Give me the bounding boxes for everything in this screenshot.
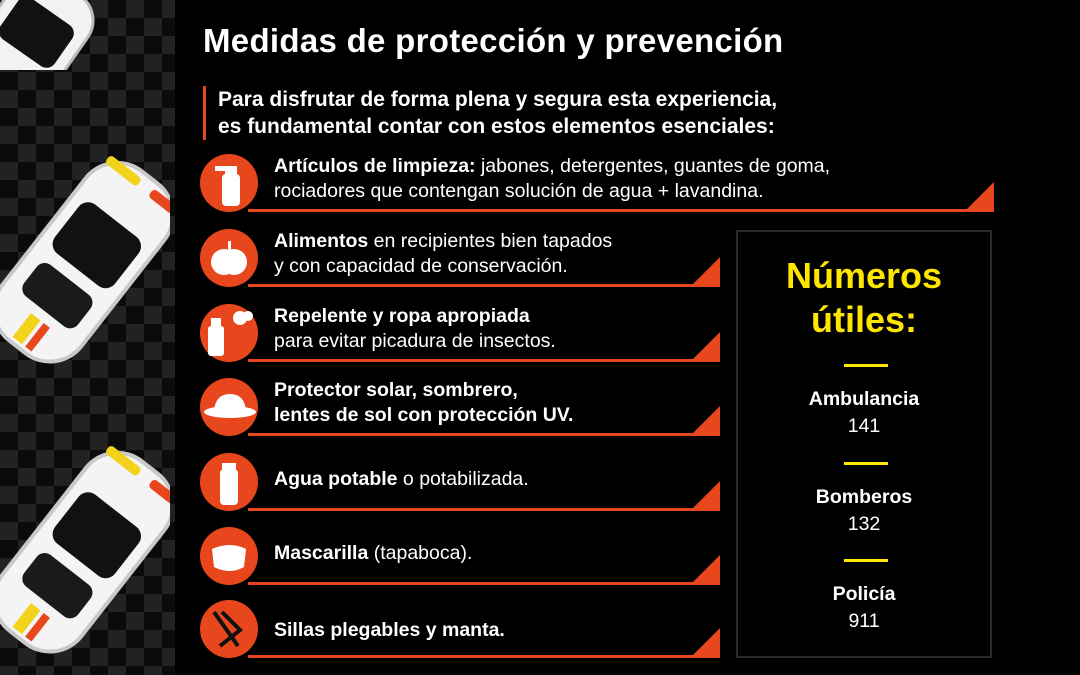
item-underline: [248, 508, 703, 511]
item-text: jabones, detergentes, guantes de goma,: [475, 155, 831, 177]
service-label: Ambulancia: [808, 388, 920, 410]
item-underline-tip: [964, 182, 994, 212]
service-number: 132: [847, 513, 881, 535]
list-item-sun-protection: [200, 378, 720, 440]
item-bold-text: Protector solar, sombrero,: [274, 379, 518, 401]
item-text-line2: lentes de sol con protección UV.: [274, 404, 574, 426]
item-underline: [248, 359, 703, 362]
useful-numbers-title: Números útiles:: [785, 255, 943, 340]
water-bottle-icon: [200, 453, 258, 511]
race-car-illustration-bottom: [0, 440, 170, 670]
list-item-cleaning: [200, 154, 995, 216]
service-number: 141: [847, 415, 881, 437]
item-bold-text: Artículos de limpieza:: [274, 155, 476, 177]
list-item-chairs: [200, 600, 720, 662]
item-bold-text: Mascarilla: [274, 542, 369, 564]
page-title: Medidas de protección y prevención: [203, 22, 784, 59]
list-item-mask: [200, 527, 720, 589]
item-underline: [248, 284, 703, 287]
race-car-illustration-middle: [0, 150, 170, 380]
item-bold-text: Alimentos: [274, 230, 369, 252]
item-text: en recipientes bien tapados: [368, 230, 613, 252]
intro-line-2: es fundamental contar con estos elementos esenciales:: [218, 115, 775, 138]
item-text-line2: rociadores que contengan solución de agua + lavandina.: [274, 180, 764, 202]
item-bold-text: Agua potable: [274, 468, 398, 490]
separator: [844, 364, 888, 367]
list-item-food: [200, 229, 720, 291]
item-underline: [248, 655, 703, 658]
item-text: (tapaboca).: [368, 542, 473, 564]
list-item-water: [200, 453, 720, 515]
service-label: Policía: [832, 583, 896, 605]
repellent-spray-icon: [200, 304, 258, 362]
separator: [844, 462, 888, 465]
item-underline-tip: [690, 406, 720, 436]
apple-icon: [200, 229, 258, 287]
intro-text: [203, 86, 938, 140]
item-bold-text: Repelente y ropa apropiada: [274, 305, 530, 327]
service-label: Bomberos: [815, 486, 913, 508]
item-text-line2: y con capacidad de conservación.: [274, 255, 568, 277]
item-text: o potabilizada.: [397, 468, 529, 490]
list-item-repellent: [200, 304, 720, 366]
item-underline-tip: [690, 481, 720, 511]
item-underline-tip: [690, 628, 720, 658]
sun-hat-icon: [200, 378, 258, 436]
intro-line-1: Para disfrutar de forma plena y segura esta experiencia,: [218, 88, 778, 111]
item-bold-text: Sillas plegables y manta.: [274, 619, 505, 641]
item-underline-tip: [690, 332, 720, 362]
race-car-illustration-top: [0, 0, 100, 70]
face-mask-icon: [200, 527, 258, 585]
service-number: 911: [848, 610, 880, 632]
separator: [844, 559, 888, 562]
item-text-line2: para evitar picadura de insectos.: [274, 330, 556, 352]
item-underline-tip: [690, 257, 720, 287]
folding-chair-icon: [200, 600, 258, 658]
useful-numbers-panel: [736, 230, 992, 658]
item-underline: [248, 433, 703, 436]
item-underline-tip: [690, 555, 720, 585]
spray-bottle-icon: [200, 154, 258, 212]
item-underline: [248, 209, 978, 212]
item-underline: [248, 582, 703, 585]
